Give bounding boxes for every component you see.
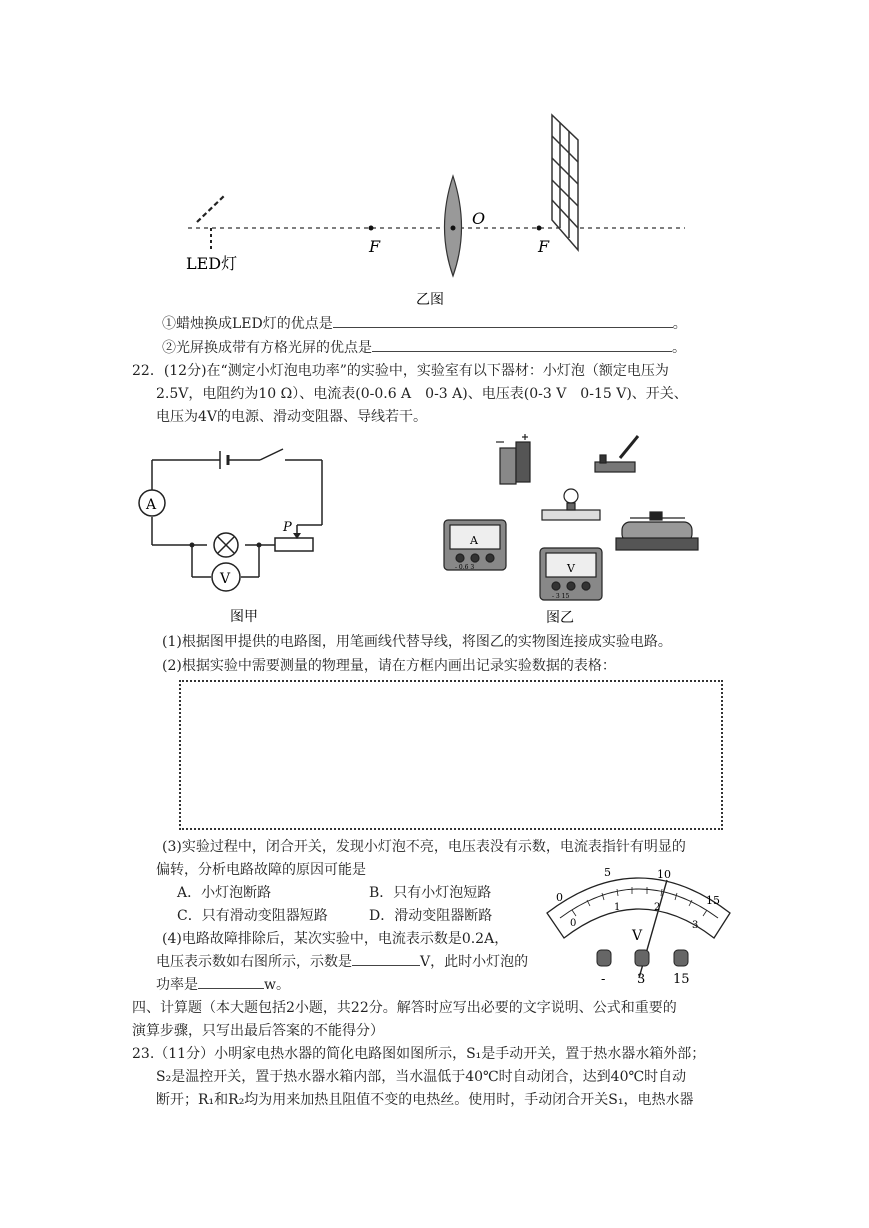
option-d[interactable]: D．滑动变阻器断路	[369, 908, 493, 924]
dial-inner-0: 0	[570, 918, 577, 929]
terminal-posts	[597, 950, 688, 966]
option-c[interactable]: C．只有滑动变阻器短路	[177, 908, 328, 924]
dial-outer-15: 15	[706, 894, 720, 907]
q23-line1: 23.（11分）小明家电热水器的简化电路图如图所示，S₁是手动开关，置于热水器水箱外部；	[132, 1046, 706, 1062]
lens-figure	[180, 110, 700, 310]
figure-caption-yi-optics: 乙图	[416, 292, 444, 308]
q23-line2: S₂是温控开关，置于热水器水箱内部，当水温低于40℃时自动闭合，达到40℃时自动	[156, 1069, 687, 1085]
q22-line2: 2.5V，电阻约为10 Ω）、电流表(0-0.6 A 0-3 A)、电压表(0-3 V 0-15 V)、开关、	[156, 386, 688, 402]
figure-caption-yi-circuit: 图乙	[546, 610, 574, 626]
dial-inner-1: 1	[614, 902, 621, 913]
q22-sub3-line2: 偏转，分析电路故障的原因可能是	[156, 862, 366, 878]
led-lamp-head	[197, 196, 224, 222]
power-blank[interactable]	[198, 974, 264, 989]
q22-sub3-line1: (3)实验过程中，闭合开关，发现小灯泡不亮，电压表没有示数，电流表指针有明显的	[162, 839, 686, 855]
dial-outer-0: 0	[556, 891, 563, 904]
q22-sub4-line2: 电压表示数如右图所示，示数是 V，此时小灯泡的	[156, 951, 528, 971]
q21-item1: ①蜡烛换成LED灯的优点是 。	[162, 313, 687, 333]
q22-line3: 电压为4V的电源、滑动变阻器、导线若干。	[156, 409, 428, 425]
option-a[interactable]: A．小灯泡断路	[177, 885, 272, 901]
right-focus-label: F	[538, 237, 550, 256]
data-table-answer-box[interactable]	[179, 680, 723, 830]
circuit-diagram-jia	[135, 445, 350, 625]
right-focus-dot	[537, 226, 542, 231]
dial-inner-2: 2	[654, 902, 661, 913]
q22-sub2: (2)根据实验中需要测量的物理量，请在方框内画出记录实验数据的表格：	[162, 658, 616, 674]
switch-icon	[595, 436, 638, 472]
battery-icon	[496, 434, 530, 484]
voltage-reading-blank[interactable]	[352, 951, 420, 966]
option-b[interactable]: B．只有小灯泡短路	[369, 885, 492, 901]
ammeter-symbol-label: A	[146, 497, 157, 513]
q22-sub4-line3: 功率是 w。	[156, 974, 290, 994]
dial-outer-10: 10	[657, 868, 671, 881]
terminal-minus: -	[601, 972, 606, 987]
ammeter-device-letter: A	[470, 534, 478, 547]
voltmeter-device-scale: - 3 15	[552, 593, 570, 600]
q22-sub1: (1)根据图甲提供的电路图，用笔画线代替导线，将图乙的实物图连接成实验电路。	[162, 634, 672, 650]
section4-line1: 四、计算题（本大题包括2小题，共22分。解答时应写出必要的文字说明、公式和重要的	[132, 1000, 677, 1016]
dial-outer-5: 5	[604, 866, 611, 879]
q23-line3: 断开；R₁和R₂均为用来加热且阻值不变的电热丝。使用时，手动闭合开关S₁，电热水器	[156, 1092, 694, 1108]
voltmeter-dial-figure	[542, 858, 737, 988]
section4-line2: 演算步骤，只写出最后答案的不能得分）	[132, 1023, 384, 1039]
dial-inner-3: 3	[692, 920, 699, 931]
voltmeter-symbol-label: V	[220, 571, 231, 587]
dial-letter-v: V	[632, 928, 643, 944]
optical-center-dot	[451, 226, 456, 231]
q21-answer2-blank[interactable]	[372, 337, 672, 352]
slider-p-label: P	[283, 520, 292, 535]
ammeter-device-scale: - 0.6 3	[455, 564, 475, 571]
led-label: LED灯	[186, 254, 238, 273]
bulb-icon	[542, 489, 600, 520]
q22-sub4-line1: (4)电路故障排除后，某次实验中，电流表示数是0.2A，	[162, 931, 509, 947]
optical-center-label: O	[472, 209, 486, 228]
apparatus-figure-yi	[430, 428, 700, 628]
terminal-15: 15	[673, 972, 690, 987]
q22-line1: 22．(12分)在“测定小灯泡电功率”的实验中，实验室有以下器材：小灯泡（额定电压为	[132, 363, 669, 379]
figure-caption-jia: 图甲	[230, 609, 258, 625]
q21-answer1-blank[interactable]	[333, 313, 673, 328]
grid-screen	[552, 115, 578, 250]
rheostat-icon	[616, 512, 698, 550]
q21-item2: ②光屏换成带有方格光屏的优点是 。	[162, 337, 686, 357]
left-focus-label: F	[369, 237, 381, 256]
left-focus-dot	[369, 226, 374, 231]
terminal-3: 3	[637, 972, 646, 987]
voltmeter-device-letter: V	[567, 562, 575, 575]
